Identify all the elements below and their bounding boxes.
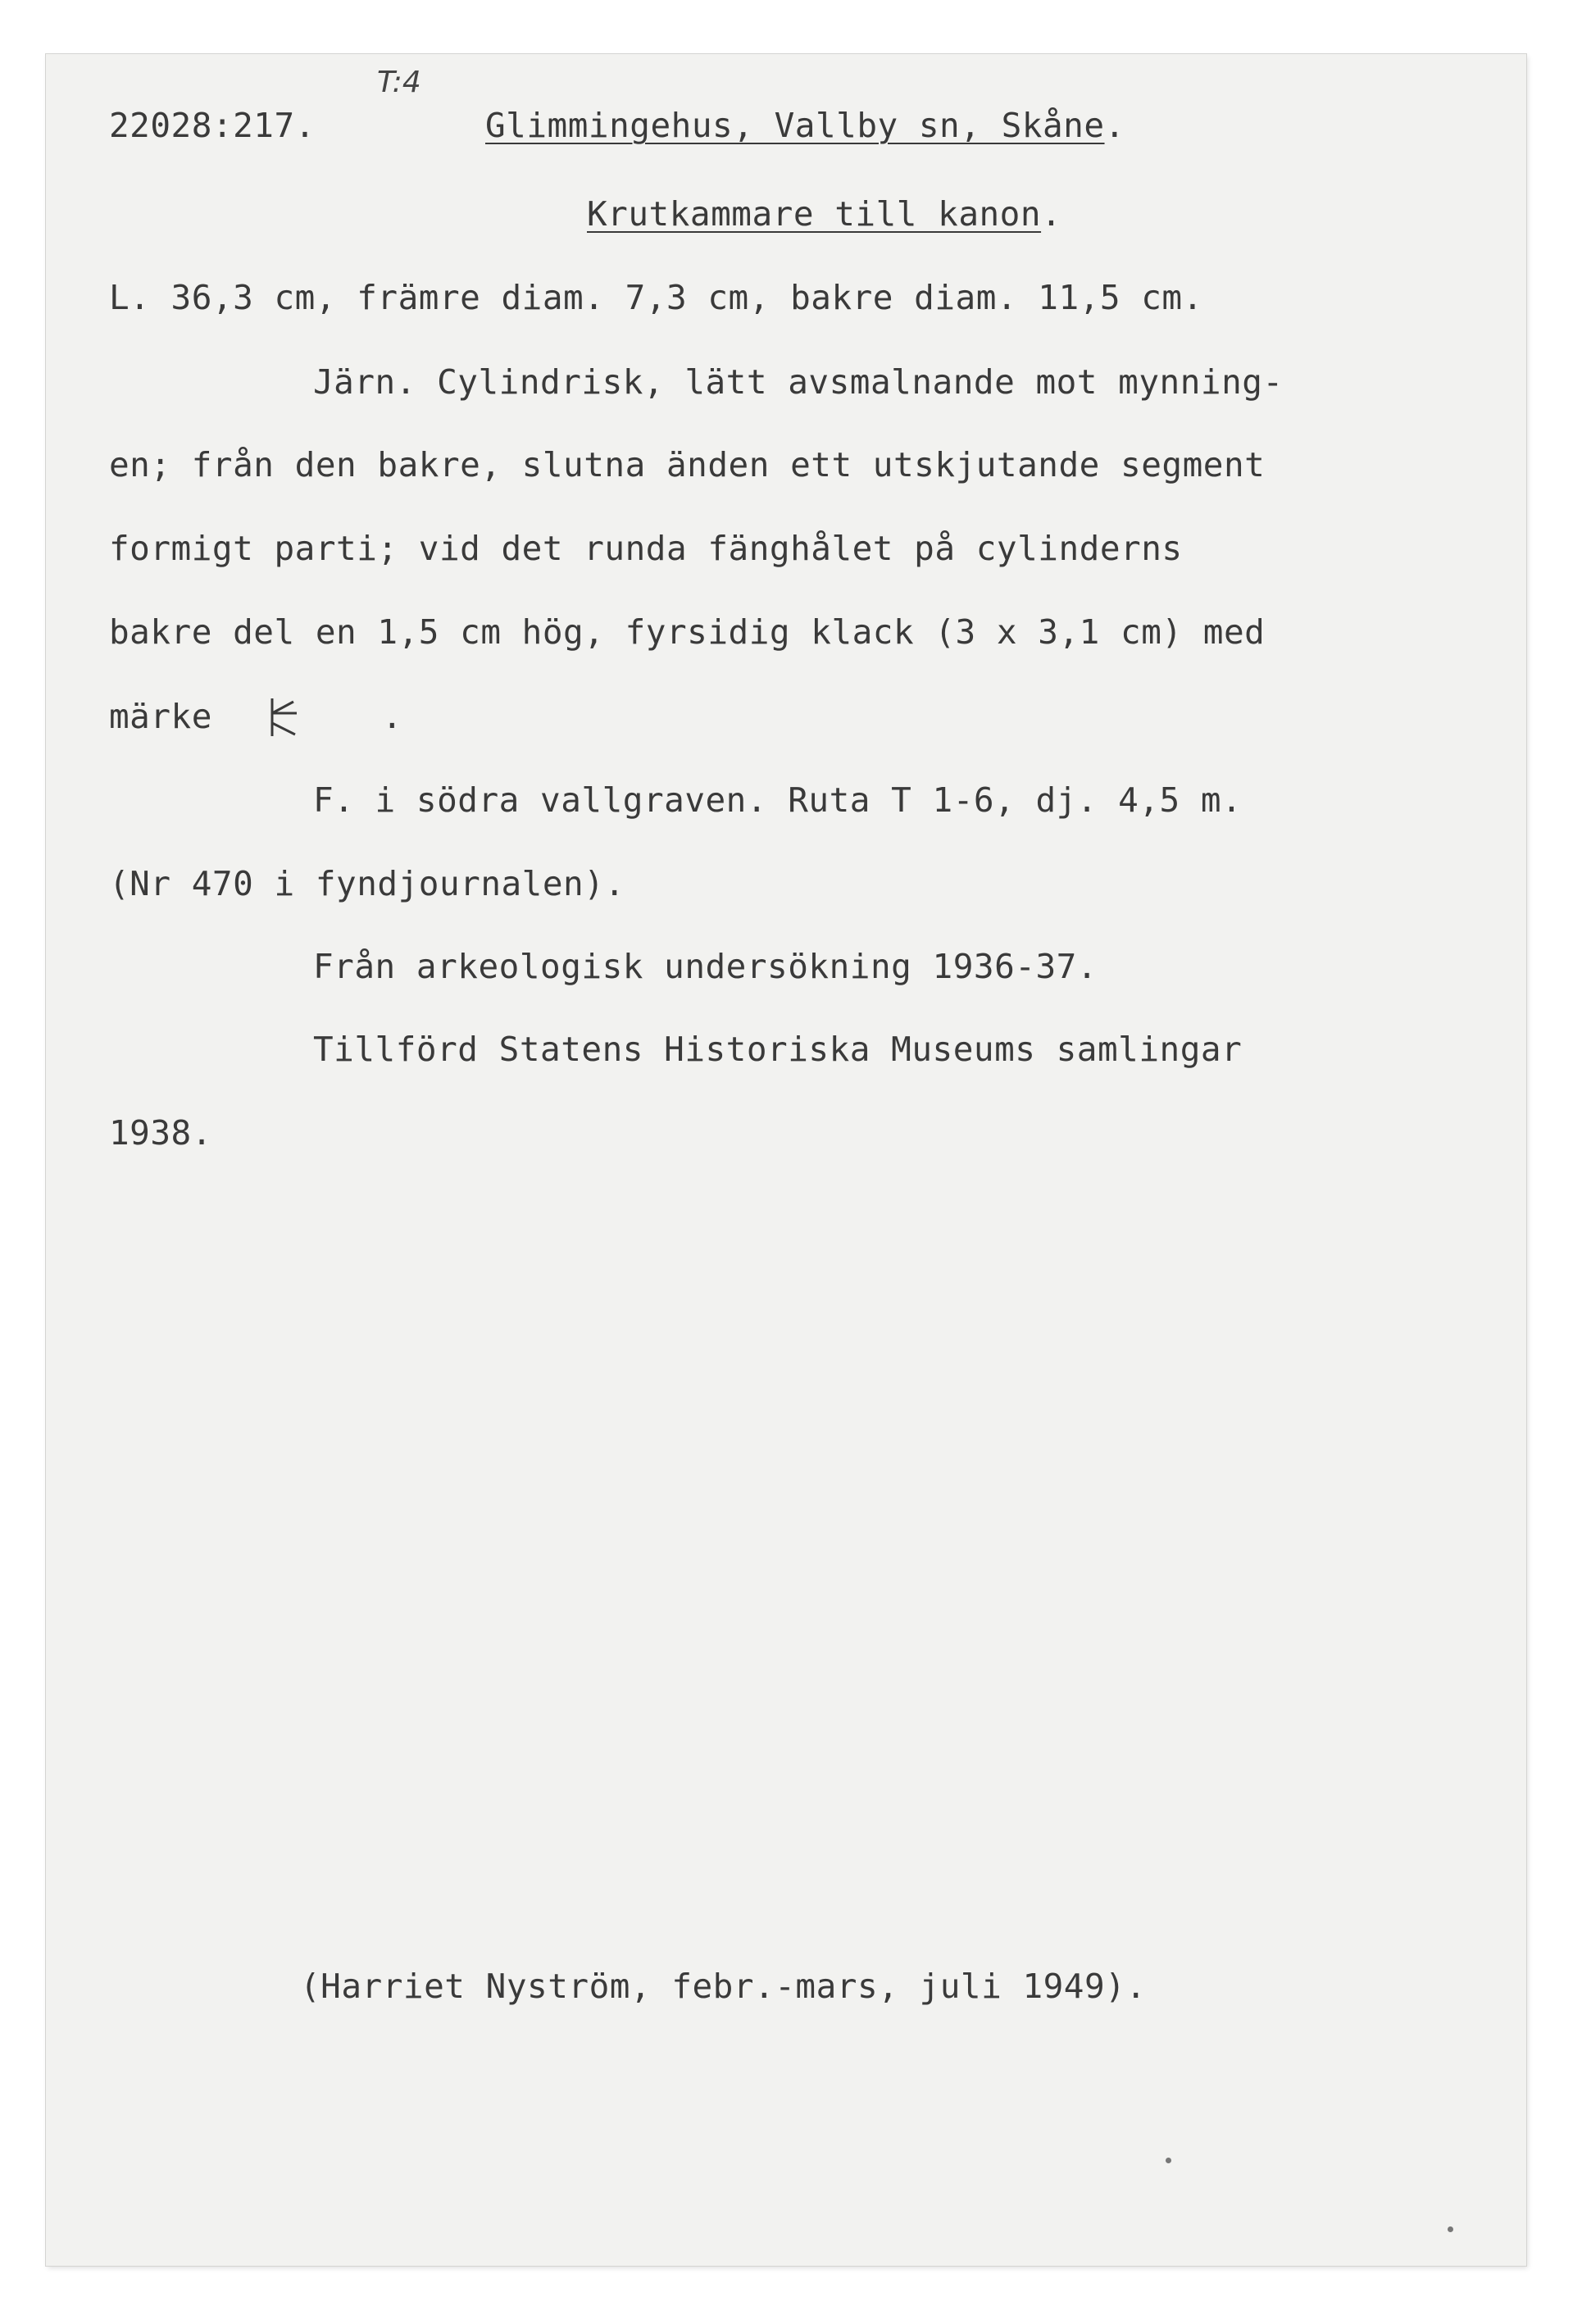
paper-speck <box>1448 2226 1453 2232</box>
heading-title: Krutkammare till kanon <box>587 194 1042 234</box>
handwritten-annotation: T:4 <box>377 66 421 99</box>
catalog-card <box>46 54 1526 2266</box>
heading-title-row <box>587 193 1061 234</box>
find-line: (Nr 470 i fyndjournalen). <box>109 864 625 903</box>
author-note: (Harriet Nyström, febr.-mars, juli 1949). <box>300 1967 1147 2006</box>
catalog-number: 22028:217. <box>109 106 316 145</box>
heading-location: Glimmingehus, Vallby sn, Skåne <box>485 106 1105 145</box>
accession-line: Tillförd Statens Historiska Museums samlingar <box>313 1030 1243 1069</box>
excavation-line: Från arkeologisk undersökning 1936-37. <box>313 947 1098 986</box>
mark-period: . <box>382 697 403 736</box>
description-line: formigt parti; vid det runda fänghålet på cylinderns <box>109 529 1183 568</box>
description-line: bakre del en 1,5 cm hög, fyrsidig klack (3 x 3,1 cm) med <box>109 612 1266 652</box>
accession-line: 1938. <box>109 1113 212 1153</box>
paper-speck <box>1166 2158 1171 2163</box>
heading-location-end: . <box>1104 106 1125 145</box>
maker-mark-icon <box>267 695 302 738</box>
heading-title-end: . <box>1041 194 1062 234</box>
description-line: en; från den bakre, slutna änden ett utskjutande segment <box>109 445 1266 484</box>
heading-location-row <box>485 105 1125 146</box>
find-line: F. i södra vallgraven. Ruta T 1-6, dj. 4,5 m. <box>313 780 1243 820</box>
measurements-line: L. 36,3 cm, främre diam. 7,3 cm, bakre diam. 11,5 cm. <box>109 278 1203 317</box>
mark-label: märke <box>109 697 212 736</box>
description-line: Järn. Cylindrisk, lätt avsmalnande mot mynning- <box>313 362 1284 402</box>
